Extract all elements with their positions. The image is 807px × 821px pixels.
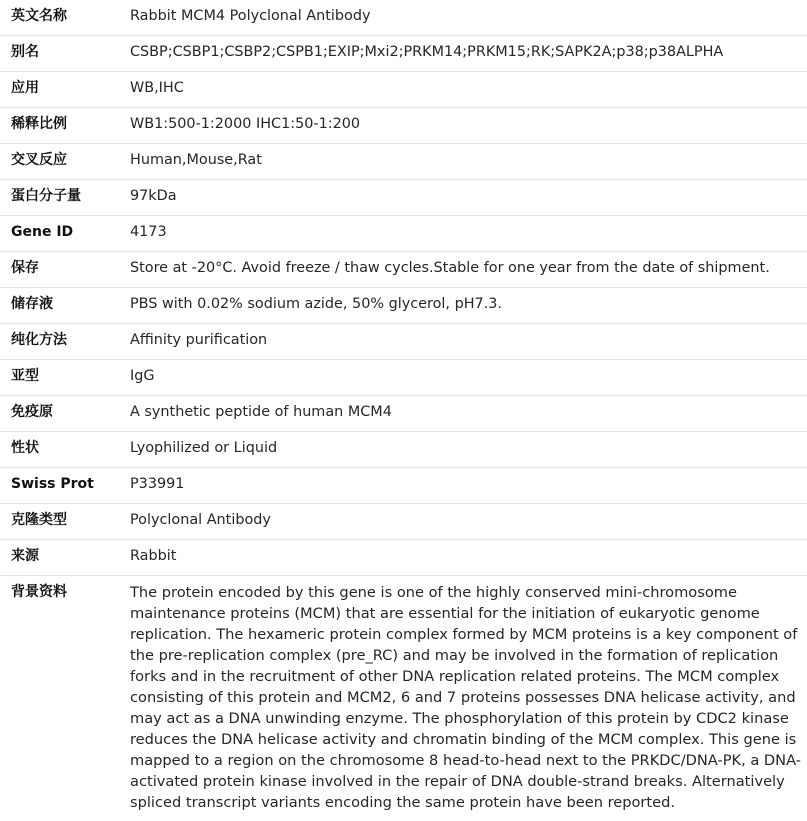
spec-row-swiss-prot bbox=[0, 468, 807, 504]
spec-row-immunogen bbox=[0, 396, 807, 432]
spec-value: IgG bbox=[120, 360, 807, 396]
spec-value: 4173 bbox=[120, 216, 807, 252]
spec-row-english-name bbox=[0, 0, 807, 36]
spec-value: PBS with 0.02% sodium azide, 50% glycerol, pH7.3. bbox=[120, 288, 807, 324]
spec-value: Affinity purification bbox=[120, 324, 807, 360]
spec-label: Gene ID bbox=[0, 216, 120, 252]
spec-row-isotype bbox=[0, 360, 807, 396]
spec-label: 别名 bbox=[0, 36, 120, 72]
spec-value: CSBP;CSBP1;CSBP2;CSPB1;EXIP;Mxi2;PRKM14;PRKM15;RK;SAPK2A;p38;p38ALPHA bbox=[120, 36, 807, 72]
spec-label: 性状 bbox=[0, 432, 120, 468]
background-description: The protein encoded by this gene is one of the highly conserved mini-chromosome maintenance proteins (MCM) that are essential for the initiation of eukaryotic genome replication. The hexameric protein complex formed by MCM proteins is a key component of the pre-replication complex (pre_RC) and may be involved in the formation of replication forks and in the recruitment of other DNA replication related proteins. The MCM complex consisting of this protein and MCM2, 6 and 7 proteins possesses DNA helicase activity, and may act as a DNA unwinding enzyme. The phosphorylation of this protein by CDC2 kinase reduces the DNA helicase activity and chromatin binding of the MCM complex. This gene is mapped to a region on the chromosome 8 head-to-head next to the PRKDC/DNA-PK, a DNA-activated protein kinase involved in the repair of DNA double-strand breaks. Alternatively spliced transcript variants encoding the same protein have been reported. bbox=[120, 576, 807, 821]
spec-label: 纯化方法 bbox=[0, 324, 120, 360]
spec-value: Rabbit MCM4 Polyclonal Antibody bbox=[120, 0, 807, 36]
spec-row-form bbox=[0, 432, 807, 468]
spec-value: Store at -20°C. Avoid freeze / thaw cycles.Stable for one year from the date of shipment. bbox=[120, 252, 807, 288]
spec-row-reactivity bbox=[0, 144, 807, 180]
spec-row-molecular-weight bbox=[0, 180, 807, 216]
spec-label: 应用 bbox=[0, 72, 120, 108]
spec-row-purification bbox=[0, 324, 807, 360]
spec-row-alias bbox=[0, 36, 807, 72]
spec-value: WB,IHC bbox=[120, 72, 807, 108]
spec-value: A synthetic peptide of human MCM4 bbox=[120, 396, 807, 432]
spec-row-application bbox=[0, 72, 807, 108]
spec-label: 来源 bbox=[0, 540, 120, 576]
spec-row-background bbox=[0, 576, 807, 821]
spec-label: 储存液 bbox=[0, 288, 120, 324]
spec-row-host bbox=[0, 540, 807, 576]
spec-row-dilution bbox=[0, 108, 807, 144]
spec-label: 交叉反应 bbox=[0, 144, 120, 180]
spec-value: Lyophilized or Liquid bbox=[120, 432, 807, 468]
spec-value: P33991 bbox=[120, 468, 807, 504]
spec-label: 英文名称 bbox=[0, 0, 120, 36]
spec-row-clonality bbox=[0, 504, 807, 540]
spec-label: 背景资料 bbox=[0, 576, 120, 821]
spec-label: 稀释比例 bbox=[0, 108, 120, 144]
spec-label: 蛋白分子量 bbox=[0, 180, 120, 216]
spec-label: 保存 bbox=[0, 252, 120, 288]
spec-value: WB1:500-1:2000 IHC1:50-1:200 bbox=[120, 108, 807, 144]
spec-label: 亚型 bbox=[0, 360, 120, 396]
spec-value: 97kDa bbox=[120, 180, 807, 216]
spec-row-buffer bbox=[0, 288, 807, 324]
spec-label: Swiss Prot bbox=[0, 468, 120, 504]
spec-value: Rabbit bbox=[120, 540, 807, 576]
spec-label: 免疫原 bbox=[0, 396, 120, 432]
spec-value: Human,Mouse,Rat bbox=[120, 144, 807, 180]
spec-value: Polyclonal Antibody bbox=[120, 504, 807, 540]
spec-label: 克隆类型 bbox=[0, 504, 120, 540]
spec-row-gene-id bbox=[0, 216, 807, 252]
spec-row-storage bbox=[0, 252, 807, 288]
